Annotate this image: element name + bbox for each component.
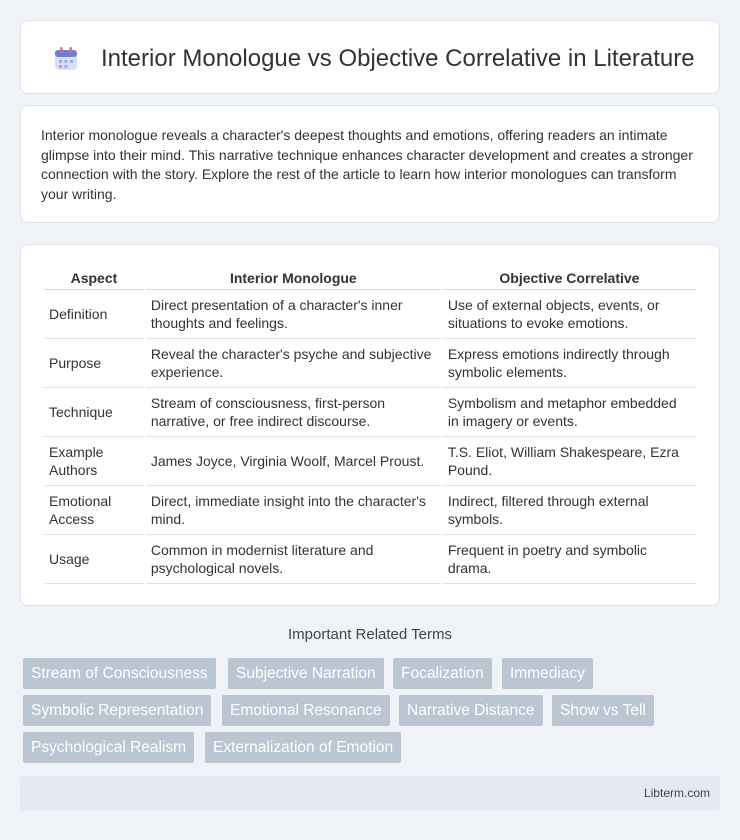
related-term-tag[interactable]: Subjective Narration — [228, 658, 384, 689]
title-card — [20, 20, 720, 94]
column-header: Objective Correlative — [443, 266, 696, 290]
aspect-cell: Example Authors — [44, 437, 144, 486]
related-term-tag[interactable]: Stream of Consciousness — [23, 658, 216, 689]
table-row — [44, 339, 696, 388]
related-term-tag[interactable]: Show vs Tell — [552, 695, 654, 726]
comparison-card — [20, 244, 720, 606]
objective-correlative-cell: Express emotions indirectly through symbolic elements. — [443, 339, 696, 388]
calendar-icon — [53, 46, 79, 72]
objective-correlative-cell: Frequent in poetry and symbolic drama. — [443, 535, 696, 584]
interior-monologue-cell: Stream of consciousness, first-person narrative, or free indirect discourse. — [146, 388, 441, 437]
related-term-tag[interactable]: Narrative Distance — [399, 695, 543, 726]
related-term-tag[interactable]: Symbolic Representation — [23, 695, 211, 726]
related-term-tag[interactable]: Externalization of Emotion — [205, 732, 401, 763]
comparison-table — [42, 266, 698, 584]
objective-correlative-cell: Use of external objects, events, or situations to evoke emotions. — [443, 290, 696, 339]
objective-correlative-cell: Indirect, filtered through external symbols. — [443, 486, 696, 535]
footer — [20, 776, 720, 810]
intro-text: Interior monologue reveals a character's deepest thoughts and emotions, offering readers an intimate glimpse into their mind. This narrative technique enhances character development and creates a stronger connection with the story. Explore the rest of the article to learn how interior monologues can transform your writing. — [41, 127, 693, 202]
table-row — [44, 290, 696, 339]
related-term-tag[interactable]: Focalization — [393, 658, 492, 689]
objective-correlative-cell: Symbolism and metaphor embedded in imagery or events. — [443, 388, 696, 437]
related-term-tag[interactable]: Emotional Resonance — [222, 695, 390, 726]
table-row — [44, 486, 696, 535]
related-terms-heading: Important Related Terms — [288, 626, 452, 643]
page-title: Interior Monologue vs Objective Correlative in Literature — [101, 45, 695, 72]
aspect-cell: Definition — [44, 290, 144, 339]
interior-monologue-cell: James Joyce, Virginia Woolf, Marcel Proust. — [146, 437, 441, 486]
interior-monologue-cell: Direct, immediate insight into the character's mind. — [146, 486, 441, 535]
table-row — [44, 535, 696, 584]
table-row — [44, 388, 696, 437]
table-row — [44, 437, 696, 486]
site-link[interactable]: Libterm.com — [643, 786, 710, 800]
aspect-cell: Emotional Access — [44, 486, 144, 535]
interior-monologue-cell: Direct presentation of a character's inner thoughts and feelings. — [146, 290, 441, 339]
interior-monologue-cell: Reveal the character's psyche and subjective experience. — [146, 339, 441, 388]
aspect-cell: Usage — [44, 535, 144, 584]
column-header: Interior Monologue — [146, 266, 441, 290]
related-term-tag[interactable]: Immediacy — [502, 658, 593, 689]
intro-card — [20, 105, 720, 223]
related-term-tag[interactable]: Psychological Realism — [23, 732, 194, 763]
table-header-row — [44, 266, 696, 290]
column-header: Aspect — [44, 266, 144, 290]
aspect-cell: Purpose — [44, 339, 144, 388]
objective-correlative-cell: T.S. Eliot, William Shakespeare, Ezra Pound. — [443, 437, 696, 486]
interior-monologue-cell: Common in modernist literature and psychological novels. — [146, 535, 441, 584]
aspect-cell: Technique — [44, 388, 144, 437]
